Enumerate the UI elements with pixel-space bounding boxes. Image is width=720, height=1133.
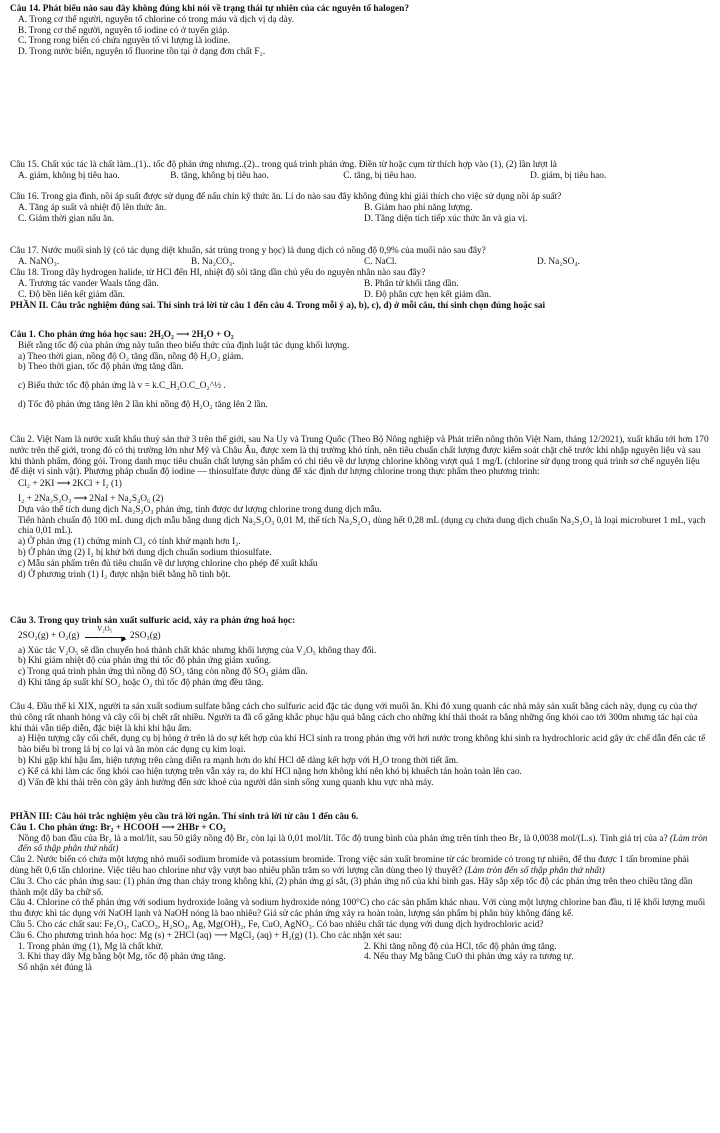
p2-q1-title: Câu 1. Cho phản ứng hóa học sau: 2H₂O₂ ⟶ 2H₂O + O₂ <box>10 330 234 340</box>
p2-q4-d: d) Vấn đề khí thải trên còn gây ảnh hưởng đến sức khoẻ của người dân sinh sống xung quanh khu vực nhà máy. <box>18 777 434 788</box>
question-18-options-row2 <box>10 290 710 301</box>
p2-q1-intro: Biết rằng tốc độ của phản ứng này tuân theo biểu thức của định luật tác dụng khối lượng. <box>18 340 350 351</box>
question-16-option-c: C. Giảm thời gian nấu ăn. <box>18 213 115 224</box>
p3-q6-statement-4: 4. Nếu thay Mg bằng CuO thì phản ứng xảy ra tương tự. <box>364 952 574 963</box>
question-16-option-d: D. Tăng diện tích tiếp xúc thức ăn và gia vị. <box>364 213 528 224</box>
p2-q3-equation-left: 2SO₂(g) + O₂(g) <box>18 630 80 641</box>
p2-q4-paragraph: Câu 4. Đầu thế kỉ XIX, người ta sản xuất sodium sulfate bằng cách cho sulfuric acid đặc tác dụng với muối ăn. Khi đó xung quanh các nhà máy sản xuất bằng cách này, dụng cụ của thợ thủ công rất nhanh hỏng và cây cối bị chết rất nhiều. Người ta đã cố gắng khắc phục hậu quả bằng cách cho những khí thải thoát ra bằng những ống khói cao tới 300m nhưng tác hại của khí thải vẫn tiếp diễn, đặc biệt là khi khí hậu ẩm. <box>10 702 698 734</box>
p2-q2-paragraph-2: Dựa vào thể tích dung dịch Na₂S₂O₃ phản ứng, tính được dư lượng chlorine trong dung dịch mẫu. <box>18 504 382 515</box>
p3-q6-statement-2: 2. Khi tăng nồng độ của HCl, tốc độ phản ứng tăng. <box>364 941 557 952</box>
p2-q2-equation-2: I₂ + 2Na₂S₂O₃ ⟶ 2NaI + Na₂S₄O₆ (2) <box>18 493 164 504</box>
question-17-option-a: A. NaNO₃. <box>18 256 60 267</box>
p3-q6-statements-row2 <box>10 952 710 963</box>
p3-q2 <box>10 855 710 877</box>
question-16-options-row2 <box>10 214 710 225</box>
question-18-option-d: D. Độ phân cực hẹn kết giảm dần. <box>364 289 492 300</box>
p3-q2-note: (Làm tròn đến số thập phân thứ nhất) <box>464 865 605 876</box>
p3-q1-title: Câu 1. Cho phản ứng: Br₂ + HCOOH ⟶ 2HBr + CO₂ <box>10 822 226 833</box>
question-18-title: Câu 18. Trong dãy hydrogen halide, từ HCl đến HI, nhiệt độ sôi tăng dần chủ yếu do nguyên nhân nào sau đây? <box>10 268 426 278</box>
part-2-question-4 <box>10 702 710 788</box>
question-15-option-a: A. giảm, không bị tiêu hao. <box>18 170 120 181</box>
p2-q4-c: c) Kể cả khi làm các ống khói cao hiện tượng trên vẫn xảy ra, do khí HCl nặng hơn không khí nên khó bị khuếch tán hoàn toàn lên cao. <box>18 766 522 777</box>
p2-q2-equation-1: Cl₂ + 2KI ⟶ 2KCl + I₂ (1) <box>18 479 122 490</box>
question-14-option-a: A. Trong cơ thể người, nguyên tố chlorine có trong máu và dịch vị dạ dày. <box>18 14 295 25</box>
question-15 <box>10 160 710 182</box>
question-17-option-b: B. Na₂CO₃. <box>191 256 235 267</box>
p2-q2-a: a) Ở phản ứng (1) chứng minh Cl₂ có tính khử mạnh hơn I₂. <box>18 537 241 548</box>
p2-q1-b: b) Theo thời gian, tốc độ phản ứng tăng dần. <box>18 362 184 373</box>
p2-q3-c: c) Trong quá trình phản ứng thì nồng độ SO₂ tăng còn nồng độ SO₃ giảm dần. <box>18 667 308 678</box>
question-14-option-c: C. Trong rong biển có chứa nguyên tố vi lượng là iodine. <box>18 36 231 47</box>
p3-q1-body-text: Nồng độ ban đầu của Br₂ là a mol/lít, sau 50 giây nồng độ Br₂ còn lại là 0,01 mol/lít. Tốc độ trung bình của phản ứng trên tính theo Br₂ là 0,0038 mol/(L.s). Tính giá trị của a? <box>18 833 668 844</box>
p2-q3-equation-right: 2SO₃(g) <box>129 630 161 641</box>
p2-q4-b: b) Khi gặp khí hậu ẩm, hiện tượng trên càng diễn ra mạnh hơn do khí HCl dễ dàng kết hợp với H₂O trong thời tiết ẩm. <box>18 755 459 766</box>
p2-q3-arrow-line <box>85 634 127 643</box>
question-14-option-b: B. Trong cơ thể người, nguyên tố iodine có ở tuyến giáp. <box>18 25 230 36</box>
p2-q3-b: b) Khi giảm nhiệt độ của phản ứng thì tốc độ phản ứng giảm xuống. <box>18 656 272 667</box>
p3-q5: Câu 5. Cho các chất sau: Fe₂O₃, CaCO₃, H₂SO₄, Ag, Mg(OH)₂, Fe, CuO, AgNO₃. Có bao nhiêu chất tác dụng với dung dịch hydrochloric acid? <box>10 919 544 930</box>
p2-q2-paragraph-3: Tiến hành chuẩn độ 100 mL dung dịch mẫu bằng dung dịch Na₂S₂O₃ 0,01 M, thể tích Na₂S₂O₃ dùng hết 0,28 mL (dụng cụ chứa dung dịch chuẩn Na₂S₂O₃ là loại microburet 1 mL, vạch chia 0,01 mL). <box>18 515 706 537</box>
question-14 <box>10 4 710 58</box>
p3-q6-statements-row1 <box>10 942 710 953</box>
question-18-option-c: C. Độ bền liên kết giảm dần. <box>18 289 125 300</box>
p3-q4: Câu 4. Chlorine có thể phản ứng với sodium hydroxide loãng và sodium hydroxide nóng 100°C) cho các sản phẩm khác nhau. Với cùng một lượng chlorine ban đầu, tỉ lệ khối lượng muối thu được khi tác dụng với NaOH lạnh và NaOH nóng là bao nhiêu? Giả sử các phản ứng xảy ra hoàn toàn, lượng sản phẩm bị phân hủy không đáng kể. <box>10 898 706 920</box>
part-2-question-3 <box>10 616 710 689</box>
p3-q6-statement-3: 3. Khi thay dây Mg bằng bột Mg, tốc độ phản ứng tăng. <box>18 952 226 963</box>
question-15-option-c: C. tăng, bị tiêu hao. <box>343 170 417 181</box>
question-17-option-d: D. Na₂SO₄. <box>537 256 580 267</box>
question-14-title: Câu 14. Phát biểu nào sau đây không đúng khi nói về trạng thái tự nhiên của các nguyên tố halogen? <box>10 4 409 14</box>
question-15-title: Câu 15. Chất xúc tác là chất làm..(1).. tốc độ phản ứng nhưng..(2).. trong quá trình phản ứng. Điền từ hoặc cụm từ thích hợp vào (1), (2) lần lượt là <box>10 160 557 170</box>
question-16-option-b: B. Giảm hao phí năng lượng. <box>364 202 473 213</box>
question-16 <box>10 192 710 224</box>
part-2-question-2 <box>10 435 710 580</box>
question-16-option-a: A. Tăng áp suất và nhiệt độ lên thức ăn. <box>18 202 167 213</box>
p3-q6-last: Số nhận xét đúng là <box>18 963 92 974</box>
question-17 <box>10 246 710 268</box>
p2-q3-catalyst: V₂O₅ <box>97 624 113 633</box>
p3-q1-note: (Làm tròn đến số thập phân thứ nhất) <box>18 833 708 855</box>
part-3 <box>10 812 710 974</box>
part-2-heading-block <box>10 301 710 312</box>
question-17-title: Câu 17. Nước muối sinh lý (có tác dụng diệt khuẩn, sát trùng trong y học) là dung dịch có nồng độ 0,9% của muối nào sau đây? <box>10 246 486 256</box>
p3-q6-statement-1: 1. Trong phản ứng (1), Mg là chất khử. <box>18 941 164 952</box>
question-16-options-row1 <box>10 203 710 214</box>
p2-q2-c: c) Mẫu sản phẩm trên đủ tiêu chuẩn về dư lượng chlorine cho phép để xuất khẩu <box>18 558 318 569</box>
p2-q3-reaction-arrow <box>85 624 127 643</box>
question-15-options <box>10 171 710 182</box>
question-16-title: Câu 16. Trong gia đình, nồi áp suất được sử dụng để nấu chín kỹ thức ăn. Lí do nào sau đây không đúng khi giải thích cho việc sử dụng nồi áp suất? <box>10 192 562 202</box>
p3-q1-body <box>10 834 710 856</box>
part-2-question-1 <box>10 330 710 411</box>
question-17-option-c: C. NaCl. <box>364 256 397 267</box>
p3-q6-title: Câu 6. Cho phương trình hóa học: Mg (s) + 2HCl (aq) ⟶ MgCl₂ (aq) + H₂(g) (1). Cho các nhận xét sau: <box>10 930 402 941</box>
question-18-option-a: A. Trương tác vander Waals tăng dần. <box>18 278 159 289</box>
p2-q1-c: c) Biểu thức tốc độ phản ứng là v = k.C_H₂O.C_O₂^½ . <box>18 381 226 392</box>
question-15-option-d: D. giảm, bị tiêu hao. <box>530 170 607 181</box>
part-3-heading: PHẦN III: Câu hỏi trắc nghiệm yêu cầu trả lời ngắn. Thí sinh trả lời từ câu 1 đến câu 6. <box>10 812 359 822</box>
part-2-heading: PHẦN II. Câu trắc nghiệm đúng sai. Thí sinh trả lời từ câu 1 đến câu 4. Trong mỗi ý a), b), c), d) ở mỗi câu, thí sinh chọn đúng hoặc sai <box>10 301 546 311</box>
p2-q3-equation <box>10 624 710 643</box>
p2-q3-title: Câu 3. Trong quy trình sản xuất sulfuric acid, xảy ra phản ứng hoá học: <box>10 616 296 626</box>
question-15-option-b: B. tăng, không bị tiêu hao. <box>170 170 269 181</box>
p2-q3-arrowhead: ▶ <box>121 634 127 643</box>
p2-q1-a: a) Theo thời gian, nồng độ O₂ tăng dần, nồng độ H₂O₂ giảm. <box>18 351 244 362</box>
question-17-options <box>10 257 710 268</box>
question-18-option-b: B. Phân tử khối tăng dần. <box>364 278 459 289</box>
p2-q3-a: a) Xúc tác V₂O₅ sẽ dần chuyển hoá thành chất khác nhưng khối lượng của V₂O₅ không thay đổi. <box>18 645 377 656</box>
p2-q3-d: d) Khi tăng áp suất khí SO₂ hoặc O₂ thì tốc độ phản ứng đều tăng. <box>18 677 264 688</box>
p3-q3: Câu 3. Cho các phản ứng sau: (1) phản ứng than cháy trong không khí, (2) phản ứng gỉ sắt, (3) phản ứng nổ của khí bình gas. Hãy sắp xếp tốc độ các phản ứng trên theo chiều tăng dần thành một dãy ba chữ số. <box>10 876 693 898</box>
question-14-option-d: D. Trong nước biển, nguyên tố fluorine tồn tại ở dạng đơn chất F₂. <box>18 47 266 58</box>
p2-q2-b: b) Ở phản ứng (2) I₂ bị khử bởi dung dịch chuẩn sodium thiosulfate. <box>18 547 272 558</box>
p3-q2-body: Câu 2. Nước biển có chứa một lượng nhỏ muối sodium bromide và potassium bromide. Trong việc sản xuất bromine từ các bromide có trong tự nhiên, để thu được 1 tấn bromine phải dùng hết 0,6 tấn chlorine. Việc tiêu hao chlorine như vậy vượt bao nhiêu phần trăm so với lượng cần dùng theo lý thuyết? <box>10 855 690 876</box>
question-18 <box>10 268 710 300</box>
p2-q2-paragraph: Câu 2. Việt Nam là nước xuất khẩu thuỷ sản thứ 3 trên thế giới, sau Na Uy và Trung Quốc (Theo Bộ Nông nghiệp và Phát triển nông thôn Việt Nam, tháng 12/2021), xuất khẩu tới hơn 170 nước trên thế giới, trong đó có thị trường lớn như Mỹ và Châu Âu, được xem là thị trường khó tính, nên tiêu chuẩn chất lượng được kiểm soát chặt chẽ trước khi nhập nguyên liệu và sau khi thành phẩm, đóng gói. Trong danh mục tiêu chuẩn chất lượng sản phẩm có chỉ tiêu về dư lượng chlorine không vượt quá 1 mg/L (chlorine sử dụng trong quá trình sơ chế nguyên liệu để diệt vi sinh vật). Phương pháp chuẩn độ iodine — thiosulfate được dùng để xác định dư lượng chlorine trong thực phẩm theo phương trình: <box>10 435 709 478</box>
question-18-options-row1 <box>10 279 710 290</box>
p2-q1-d: d) Tốc độ phản ứng tăng lên 2 lần khi nồng độ H₂O₂ tăng lên 2 lần. <box>18 399 268 410</box>
p2-q4-a: a) Hiện tượng cây cối chết, dụng cụ bị hỏng ở trên là do sự kết hợp của khí HCl sinh ra trong phản ứng với hơi nước trong không khí sinh ra hydrochloric acid gây ức chế dẫn đến các tế bào biểu bì trong lá bị co lại và ăn mòn các dụng cụ kim loại. <box>18 734 706 756</box>
p2-q2-d: d) Ở phương trình (1) I₂ được nhận biết bằng hồ tinh bột. <box>18 569 231 580</box>
